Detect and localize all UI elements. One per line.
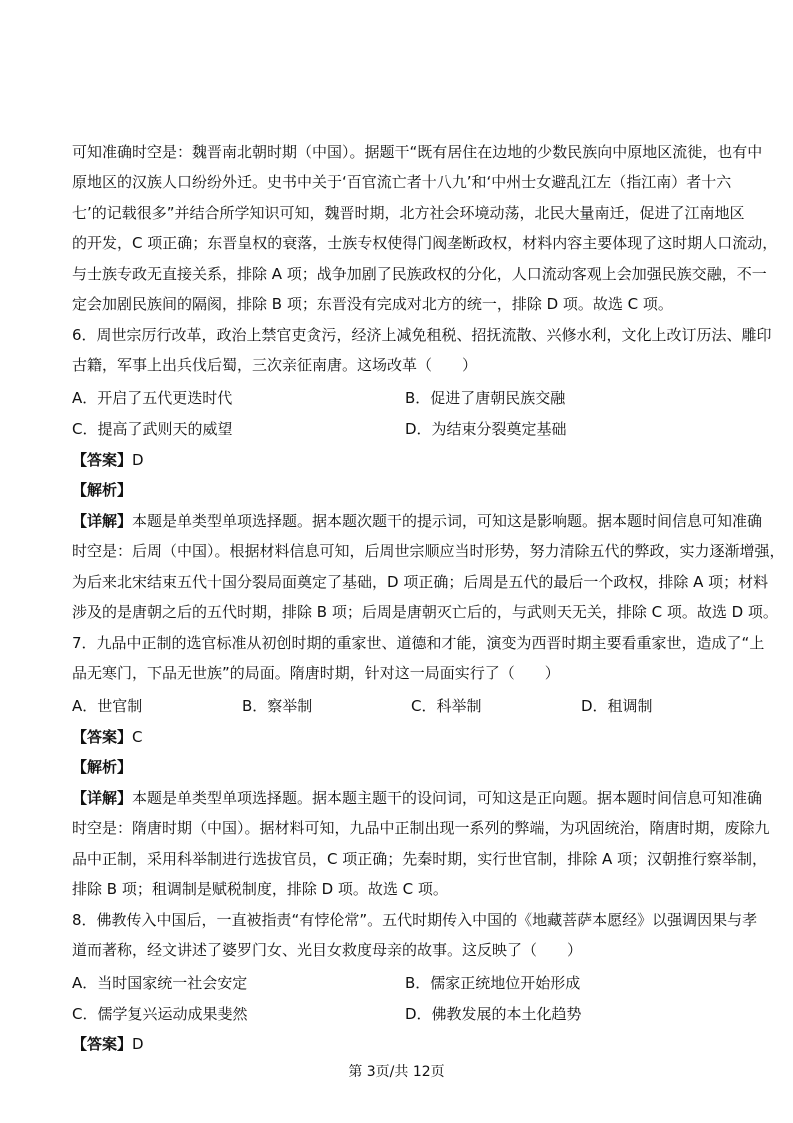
answer-value: D xyxy=(132,451,144,469)
answer-line xyxy=(72,727,732,747)
option-b: B．促进了唐朝民族交融 xyxy=(405,389,566,407)
option-c: C．科举制 xyxy=(411,697,482,715)
question-stem: 道而著称，经文讲述了婆罗门女、光目女救度母亲的故事。这反映了（ ） xyxy=(72,941,583,959)
detail-text: 本题是单类型单项选择题。据本题次题干的提示词，可知这是影响题。据本题时间信息可知准确 xyxy=(132,512,763,530)
answer-value: C xyxy=(132,728,143,746)
text-line: 定会加剧民族间的隔阂，排除 B 项；东晋没有完成对北方的统一，排除 D 项。故选 C 项。 xyxy=(72,295,673,313)
option-d: D．佛教发展的本土化趋势 xyxy=(405,1005,582,1023)
question-stem: 古籍，军事上出兵伐后蜀，三次亲征南唐。这场改革（ ） xyxy=(72,356,478,374)
option-a: A．当时国家统一社会安定 xyxy=(72,974,248,992)
answer-value: D xyxy=(132,1035,144,1053)
text-line: 的开发，C 项正确；东晋皇权的衰落，士族专权使得门阀垄断政权，材料内容主要体现了这时期人口流动， xyxy=(72,234,778,252)
detail-line: 时空是：后周（中国）。根据材料信息可知，后周世宗顺应当时形势，努力清除五代的弊政，实力逐渐增强， xyxy=(72,542,785,560)
option-b: B．察举制 xyxy=(242,697,313,715)
detail-text: 本题是单类型单项选择题。据本题主题干的设问词，可知这是正向题。据本题时间信息可知准确 xyxy=(132,789,763,807)
analysis-label xyxy=(72,480,732,500)
option-a: A．世官制 xyxy=(72,697,143,715)
detail-line: 时空是：隋唐时期（中国）。据材料可知，九品中正制出现一系列的弊端，为巩固统治，隋唐时期，废除九 xyxy=(72,819,770,837)
option-a: A．开启了五代更迭时代 xyxy=(72,389,233,407)
answer-label: 【答案】 xyxy=(72,728,133,746)
text-line: 可知准确时空是：魏晋南北朝时期（中国）。据题干“既有居住在边地的少数民族向中原地区流徙，也有中 xyxy=(72,143,763,161)
detail-label: 【详解】 xyxy=(72,789,133,807)
question-stem: 7．九品中正制的选官标准从初创时期的重家世、道德和才能，演变为西晋时期主要看重家世，造成了“上 xyxy=(72,634,765,652)
answer-line xyxy=(72,1034,732,1054)
page-footer: 第 3页/共 12页 xyxy=(348,1064,445,1080)
answer-label: 【答案】 xyxy=(72,451,133,469)
question-stem: 品无寒门，下品无世族”的局面。隋唐时期，针对这一局面实行了（ ） xyxy=(72,664,560,682)
analysis-tag: 【解析】 xyxy=(72,481,133,499)
option-d: D．为结束分裂奠定基础 xyxy=(405,420,567,438)
answer-label: 【答案】 xyxy=(72,1035,133,1053)
detail-line xyxy=(72,788,763,808)
detail-line: 为后来北宋结束五代十国分裂局面奠定了基础，D 项正确；后周是五代的最后一个政权，排除 A 项；材料 xyxy=(72,573,769,591)
option-d: D．租调制 xyxy=(581,697,653,715)
option-b: B．儒家正统地位开始形成 xyxy=(405,974,581,992)
question-stem: 6．周世宗厉行改革，政治上禁官吏贪污，经济上减免租税、招抚流散、兴修水利，文化上改订历法、雕印 xyxy=(72,326,772,344)
answer-line xyxy=(72,450,732,470)
analysis-tag: 【解析】 xyxy=(72,758,133,776)
detail-line xyxy=(72,511,763,531)
option-c: C．儒学复兴运动成果斐然 xyxy=(72,1005,248,1023)
text-line: 与士族专政无直接关系，排除 A 项；战争加剧了民族政权的分化，人口流动客观上会加强民族交融，不一 xyxy=(72,265,767,283)
text-line: 原地区的汉族人口纷纷外迁。史书中关于‘百官流亡者十八九’和‘中州士女避乱江左（指江南）者十六 xyxy=(72,173,732,191)
detail-line: 排除 B 项；租调制是赋税制度，排除 D 项。故选 C 项。 xyxy=(72,880,448,898)
text-line: 七’的记载很多”并结合所学知识可知，魏晋时期，北方社会环境动荡，北民大量南迁，促进了江南地区 xyxy=(72,204,745,222)
analysis-label xyxy=(72,757,732,777)
detail-line: 品中正制，采用科举制进行选拔官员，C 项正确；先秦时期，实行世官制，排除 A 项；汉朝推行察举制， xyxy=(72,850,768,868)
question-stem: 8．佛教传入中国后，一直被指责“有悖伦常”。五代时期传入中国的《地藏菩萨本愿经》以强调因果与孝 xyxy=(72,911,758,929)
detail-line: 涉及的是唐朝之后的五代时期，排除 B 项；后周是唐朝灭亡后的，与武则天无关，排除 C 项。故选 D 项。 xyxy=(72,603,778,621)
detail-label: 【详解】 xyxy=(72,512,133,530)
option-c: C．提高了武则天的威望 xyxy=(72,420,233,438)
